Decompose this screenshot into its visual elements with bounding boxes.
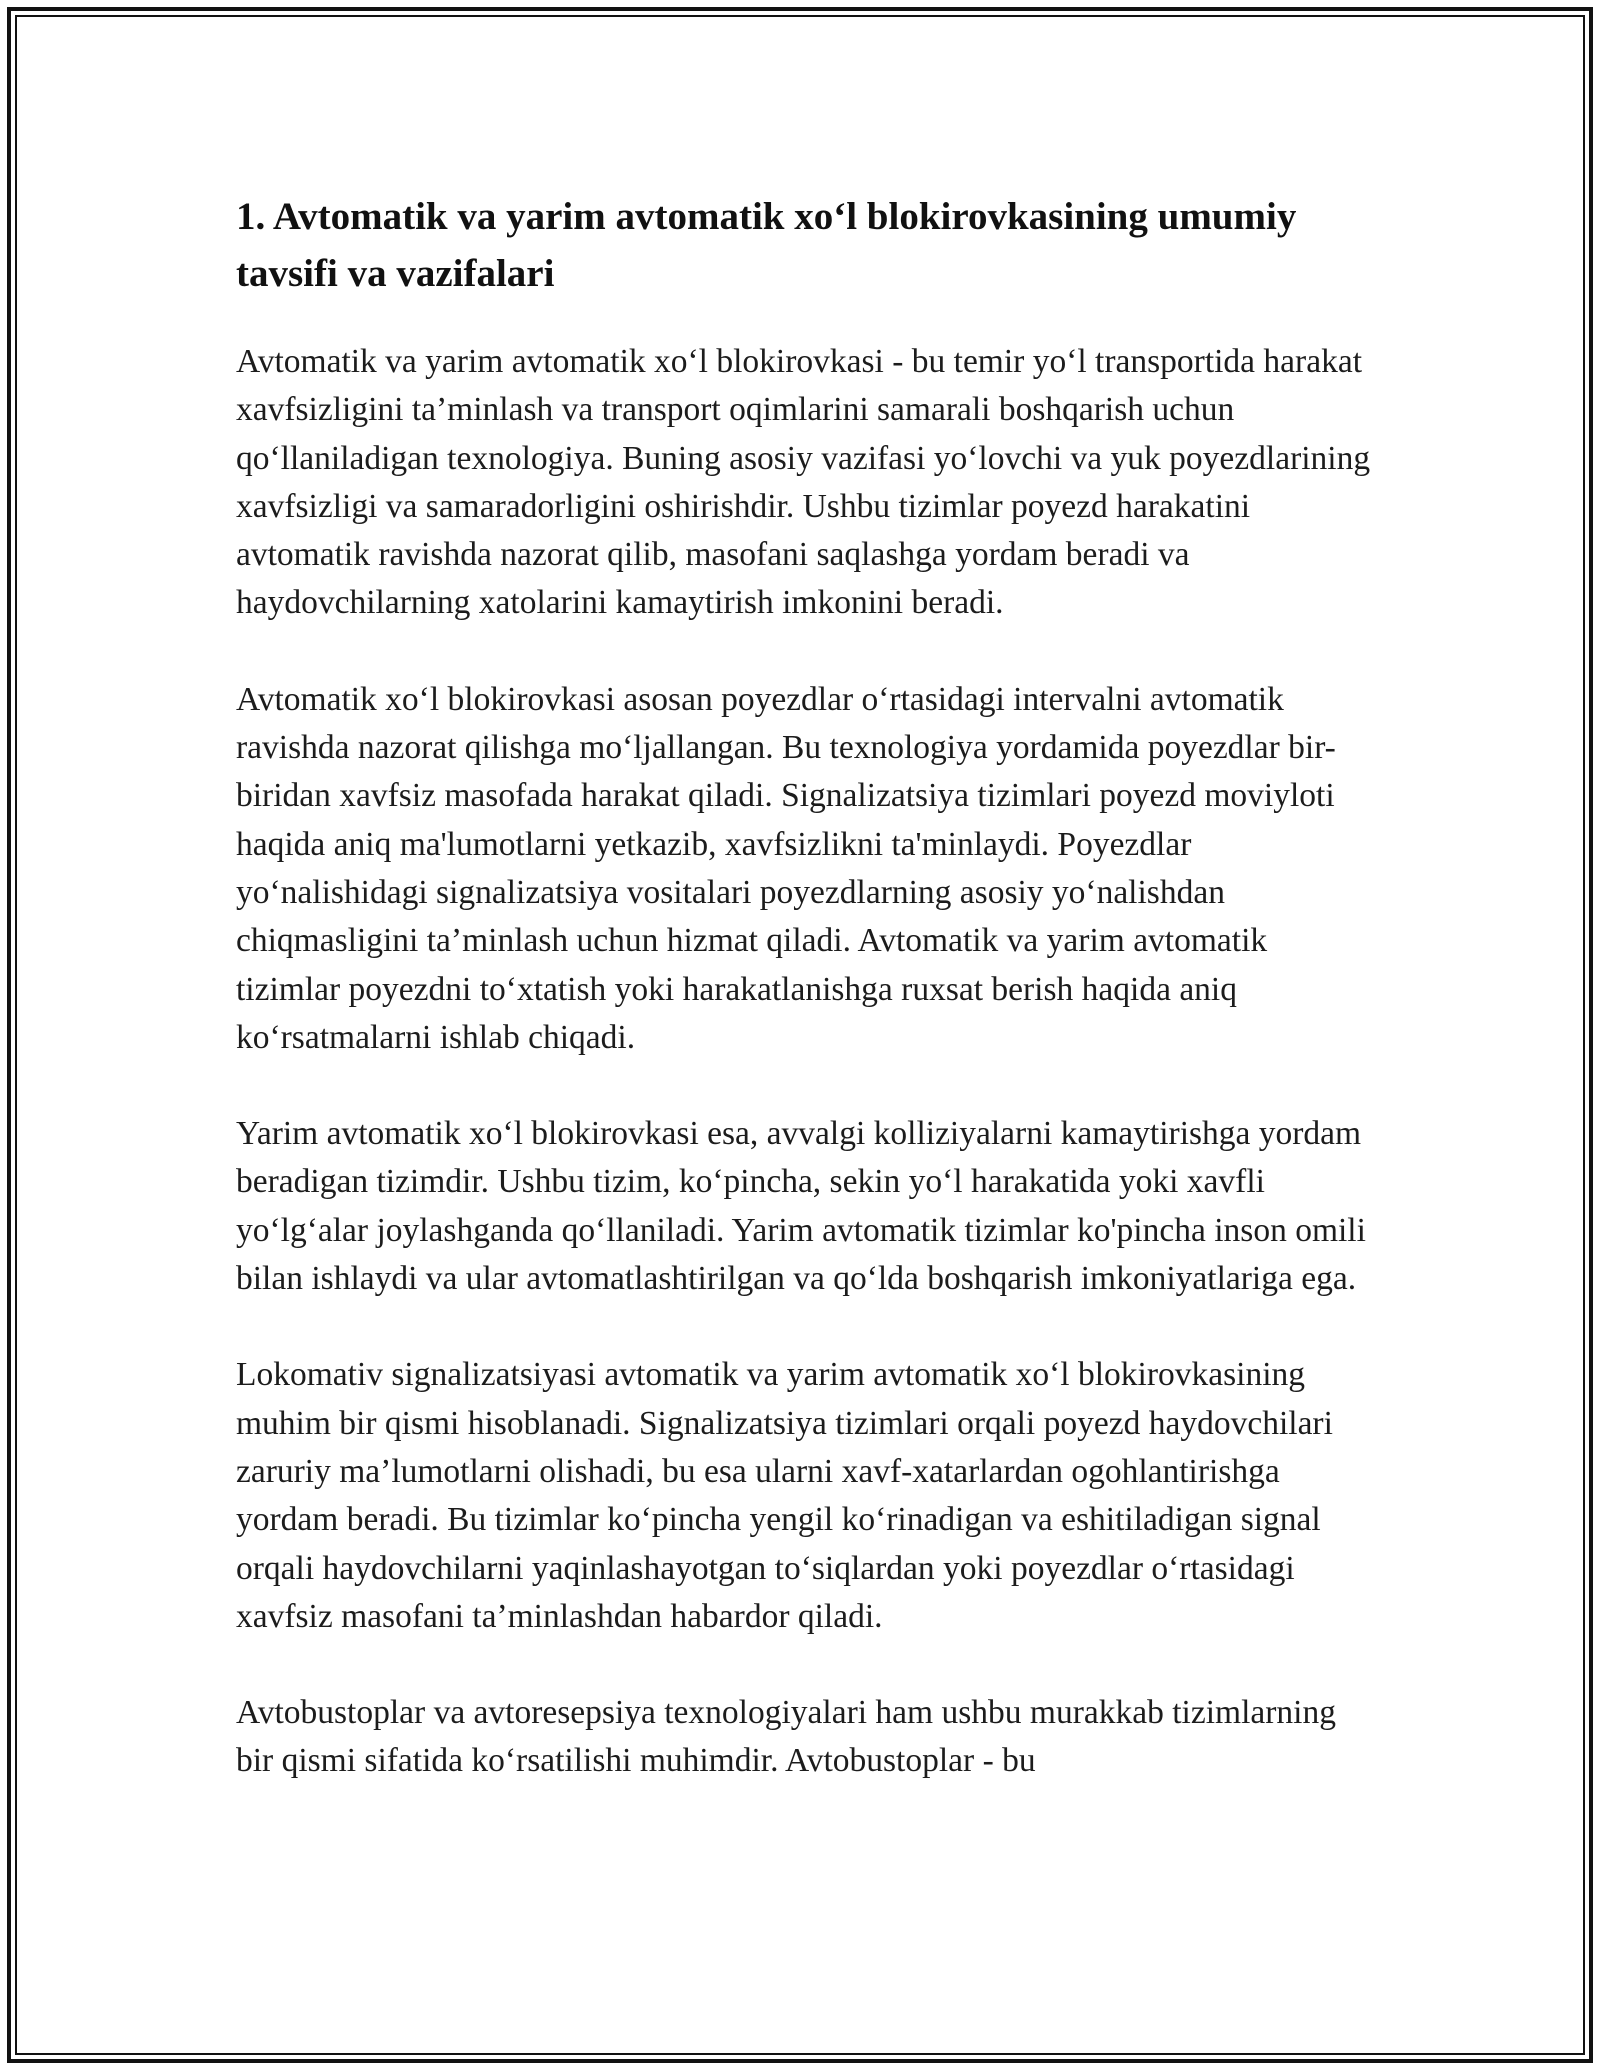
paragraph-1: Avtomatik va yarim avtomatik xo‘l blokirovkasi - bu temir yo‘l transportida harakat xavfsizligini ta’minlash va transport oqimlarini samarali boshqarish uchun qo‘llaniladigan texnologiya. Buning asosiy vazifasi yo‘lovchi va yuk poyezdlarining xavfsizligi va samaradorligini oshirishdir. Ushbu tizimlar poyezd harakatini avtomatik ravishda nazorat qilib, masofani saqlashga yordam beradi va haydovchilarning xatolarini kamaytirish imkonini beradi. [236,343,1371,622]
paragraph-3: Yarim avtomatik xo‘l blokirovkasi esa, avvalgi kolliziyalarni kamaytirishga yordam beradigan tizimdir. Ushbu tizim, ko‘pincha, sekin yo‘l harakatida yoki xavfli yo‘lg‘alar joylashganda qo‘llaniladi. Yarim avtomatik tizimlar ko'pincha inson omili bilan ishlaydi va ular avtomatlashtirilgan va qo‘lda boshqarish imkoniyatlariga ega. [236,1115,1366,1298]
paragraph-5: Avtobustoplar va avtoresepsiya texnologiyalari ham ushbu murakkab tizimlarning bir qismi sifatida ko‘rsatilishi muhimdir. Avtobustoplar - bu [236,1694,1336,1780]
paragraph-2: Avtomatik xo‘l blokirovkasi asosan poyezdlar o‘rtasidagi intervalni avtomatik ravishda nazorat qilishga mo‘ljallangan. Bu texnologiya yordamida poyezdlar bir-biridan xavfsiz masofada harakat qiladi. Signalizatsiya tizimlari poyezd moviyloti haqida aniq ma'lumotlarni yetkazib, xavfsizlikni ta'minlaydi. Poyezdlar yo‘nalishidagi signalizatsiya vositalari poyezdlarning asosiy yo‘nalishdan chiqmasligini ta’minlash uchun hizmat qiladi. Avtomatik va yarim avtomatik tizimlar poyezdni to‘xtatish yoki harakatlanishga ruxsat berish haqida aniq ko‘rsatmalarni ishlab chiqadi. [236,680,1336,1056]
paragraph-4: Lokomativ signalizatsiyasi avtomatik va yarim avtomatik xo‘l blokirovkasining muhim bir qismi hisoblanadi. Signalizatsiya tizimlari orqali poyezd haydovchilari zaruriy ma’lumotlarni olishadi, bu esa ularni xavf-xatarlardan ogohlantirishga yordam beradi. Bu tizimlar ko‘pincha yengil ko‘rinadigan va eshitiladigan signal orqali haydovchilarni yaqinlashayotgan to‘siqlardan yoki poyezdlar o‘rtasidagi xavfsiz masofani ta’minlashdan habardor qiladi. [236,1356,1333,1635]
document-body [236,188,1376,1834]
section-heading: 1. Avtomatik va yarim avtomatik xo‘l blokirovkasining umumiy tavsifi va vazifalari [236,195,1297,295]
